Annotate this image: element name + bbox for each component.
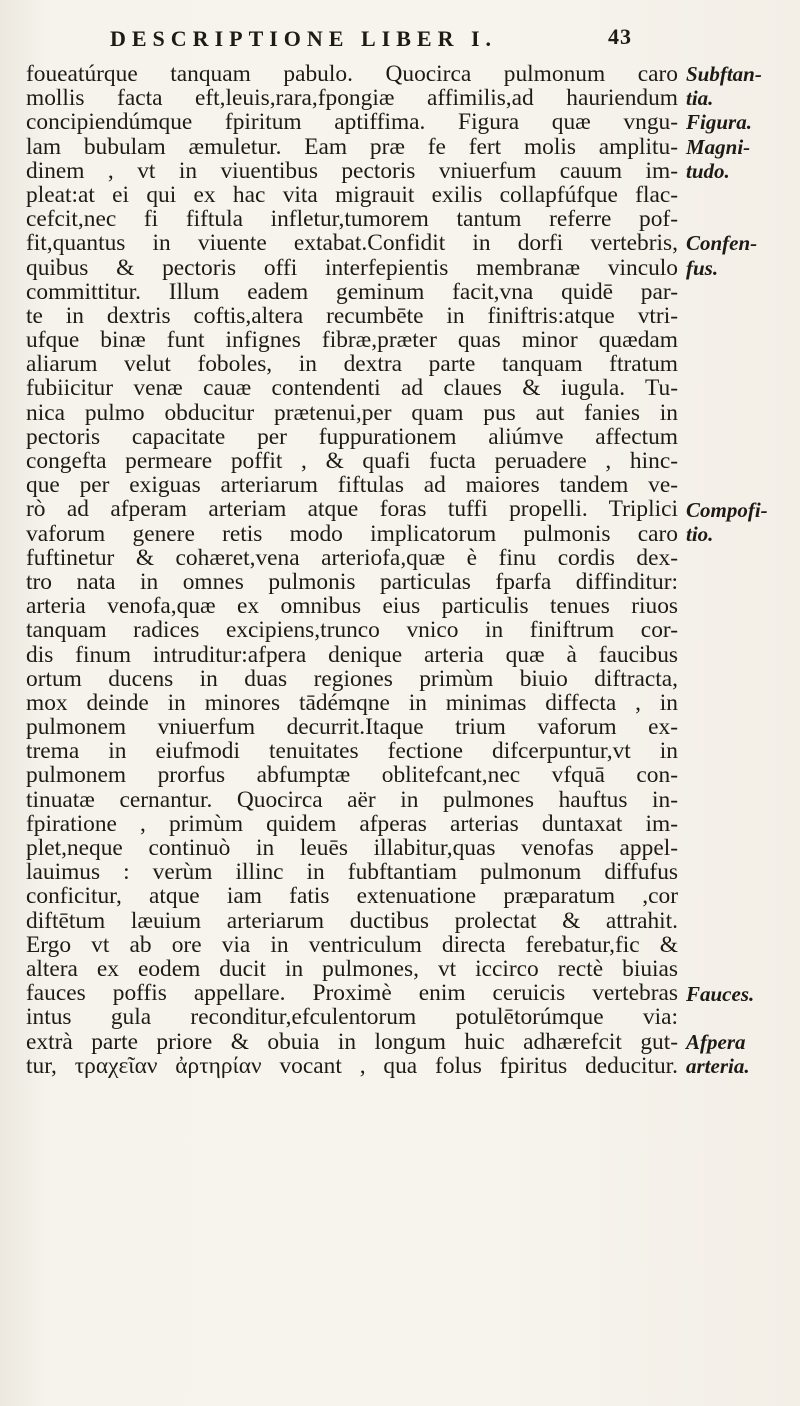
- text-line: ortum ducens in duas regiones primùm biuio diftracta,: [26, 666, 678, 691]
- margin-note: Afpera: [686, 1030, 746, 1054]
- text-line: pleat:at ei qui ex hac vita migrauit exilis collapfúfque flac-: [26, 182, 678, 208]
- text-line: mollis facta eft,leuis,rara,fpongiæ affimilis,ad hauriendum: [26, 86, 678, 111]
- text-line: altera ex eodem ducit in pulmones, vt iccirco rectè biuias: [26, 956, 678, 982]
- text-line: intus gula reconditur,efculentorum potulētorúmque via:: [26, 1005, 678, 1030]
- text-line: plet,neque continuò in leuēs illabitur,quas venofas appel-: [26, 836, 678, 861]
- margin-note: tia.: [686, 86, 714, 111]
- margin-note: Confen-: [686, 231, 758, 256]
- text-line: arteria venofa,quæ ex omnibus eius particulis tenues riuos: [26, 594, 678, 619]
- margin-note: Fauces.: [686, 981, 755, 1006]
- text-line: pulmonem prorfus abfumptæ oblitefcant,nec vfquā con-: [26, 763, 678, 788]
- text-line: quibus & pectoris offi interfepientis membranæ vinculo: [26, 255, 678, 280]
- text-line: fpiratione , primùm quidem afperas arterias duntaxat im-: [26, 811, 678, 836]
- text-line: lam bubulam æmuletur. Eam præ fe fert molis amplitu-: [26, 134, 678, 159]
- text-line: conficitur, atque iam fatis extenuatione præparatum ,cor: [26, 884, 678, 909]
- text-line: concipiendúmque fpiritum aptiffima. Figura quæ vngu-: [26, 110, 678, 135]
- text-line: mox deinde in minores tādémqne in minimas diffecta , in: [26, 690, 678, 716]
- margin-note: Compofi-: [686, 497, 768, 522]
- text-line: tro nata in omnes pulmonis particulas fparfa diffinditur:: [26, 569, 678, 595]
- text-line: committitur. Illum eadem geminum facit,vna quidē par-: [26, 279, 678, 304]
- text-line: lauimus : verùm illinc in fubftantiam pulmonum diffufus: [26, 860, 678, 885]
- running-title: DESCRIPTIONE LIBER I.: [110, 26, 498, 51]
- text-line: congefta permeare poffit , & quafi fucta peruadere , hinc-: [26, 449, 678, 474]
- text-line: fubiicitur venæ cauæ contendenti ad claues & iugula. Tu-: [26, 376, 678, 401]
- margin-note: tudo.: [686, 158, 730, 183]
- text-line: vaforum genere retis modo implicatorum pulmonis caro: [26, 521, 678, 546]
- text-line: Ergo vt ab ore via in ventriculum directa ferebatur,fic &: [26, 932, 678, 957]
- margin-note: Magni-: [686, 134, 751, 159]
- text-line: diftētum læuium arteriarum ductibus prolectat & attrahit.: [26, 908, 678, 933]
- text-line: cefcit,nec fi fiftula infletur,tumorem tantum referre pof-: [26, 207, 678, 232]
- text-line: foueatúrque tanquam pabulo. Quocirca pulmonum caro: [26, 62, 678, 87]
- text-line: pectoris capacitate per fuppurationem aliúmve affectum: [26, 424, 678, 449]
- margin-note: Figura.: [686, 110, 752, 135]
- text-line: pulmonem vniuerfum decurrit.Itaque trium vaforum ex-: [26, 715, 678, 740]
- text-line: extrà parte priore & obuia in longum huic adhærefcit gut-: [26, 1029, 678, 1054]
- text-line: que per exiguas arteriarum fiftulas ad maiores tandem ve-: [26, 473, 678, 498]
- text-line: rò ad afperam arteriam atque foras tuffi propelli. Triplici: [26, 497, 678, 522]
- running-header: [110, 26, 710, 58]
- text-line: aliarum velut foboles, in dextra parte tanquam ftratum: [26, 352, 678, 377]
- text-line: dinem , vt in viuentibus pectoris vniuerfum cauum im-: [26, 158, 678, 183]
- main-text-block: [26, 62, 678, 1078]
- text-line: fauces poffis appellare. Proximè enim ceruicis vertebras: [26, 981, 678, 1006]
- margin-note: tio.: [686, 521, 714, 546]
- margin-note: Subftan-: [686, 62, 762, 86]
- margin-note: fus.: [686, 255, 719, 280]
- text-line: fuftinetur & cohæret,vena arteriofa,quæ è finu cordis dex-: [26, 545, 678, 570]
- text-line: dis finum intruditur:afpera denique arteria quæ à faucibus: [26, 642, 678, 667]
- text-line: nica pulmo obducitur prætenui,per quam pus aut fanies in: [26, 400, 678, 425]
- text-line: fit,quantus in viuente extabat.Confidit in dorfi vertebris,: [26, 231, 678, 256]
- page-number: 43: [608, 24, 632, 49]
- text-line: trema in eiufmodi tenuitates fectione difcerpuntur,vt in: [26, 739, 678, 764]
- text-line: ufque binæ funt infignes fibræ,præter quas minor quædam: [26, 328, 678, 353]
- text-line: tur, τραχεῖαν ἀρτηρίαν vocant , qua folus fpiritus deducitur.: [26, 1053, 678, 1078]
- text-line: te in dextris coftis,altera recumbēte in finiftris:atque vtri-: [26, 303, 678, 329]
- margin-note: arteria.: [686, 1054, 750, 1079]
- text-line: tanquam radices excipiens,trunco vnico in finiftrum cor-: [26, 618, 678, 643]
- text-line: tinuatæ cernantur. Quocirca aër in pulmones hauftus in-: [26, 787, 678, 812]
